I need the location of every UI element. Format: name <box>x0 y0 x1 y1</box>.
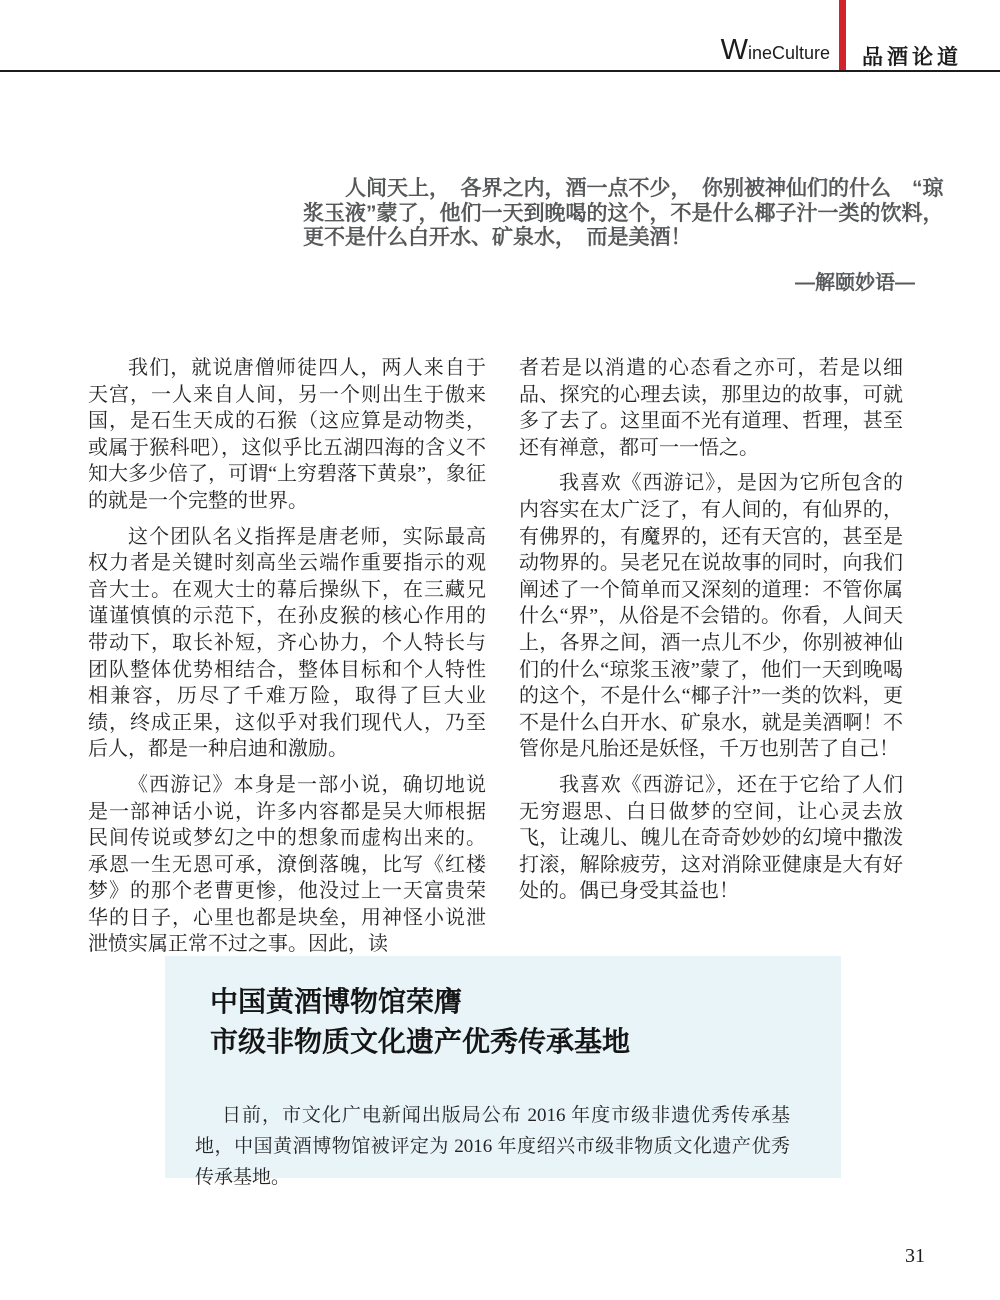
article-column-left <box>88 355 486 967</box>
news-highlight-box <box>165 956 841 1188</box>
brand-initial: W <box>720 34 748 66</box>
paragraph: 我们，就说唐僧师徒四人，两人来自于天宫，一人来自人间，另一个则出生于傲来国，是石生天成的石猴（这应算是动物类，或属于猴科吧），这似乎比五湖四海的含义不知大多少倍了，可谓“上穷碧落下黄泉”，象征的就是一个完整的世界。 <box>88 357 486 512</box>
news-box-title-line: 中国黄酒博物馆荣膺 <box>210 986 463 1017</box>
brand-rest: ineCulture <box>747 43 830 63</box>
paragraph: 《西游记》本身是一部小说，确切地说是一部神话小说，许多内容都是吴大师根据民间传说或梦幻之中的想象而虚构出来的。承恩一生无恩可承，潦倒落魄，比写《红楼梦》的那个老曹更惨，他没过上一天富贵荣华的日子，心里也都是块垒，用神怪小说泄泄愤实属正常不过之事。因此，读 <box>88 773 486 956</box>
brand-wordmark <box>721 34 830 67</box>
quote-line: 更不是什么白开水、矿泉水， 而是美酒！ <box>303 226 692 249</box>
pull-quote <box>303 177 944 251</box>
header-accent-bar <box>839 0 846 70</box>
news-box-title <box>210 982 841 1062</box>
paragraph: 这个团队名义指挥是唐老师，实际最高权力者是关键时刻高坐云端作重要指示的观音大士。在观大士的幕后操纵下，在三藏兄谨谨慎慎的示范下，在孙皮猴的核心作用的带动下，取长补短，齐心协力，个人特长与团队整体优势相结合，整体目标和个人特性相兼容，历尽了千难万险，取得了巨大业绩，终成正果，这似乎对我们现代人，乃至后人，都是一种启迪和激励。 <box>88 525 486 761</box>
quote-attribution: —解颐妙语— <box>795 272 915 294</box>
section-label: 品酒论道 <box>862 46 962 69</box>
paragraph: 者若是以消遣的心态看之亦可，若是以细品、探究的心理去读，那里边的故事，可就多了去了。这里面不光有道理、哲理，甚至还有禅意，都可一一悟之。 <box>519 357 903 459</box>
paragraph: 我喜欢《西游记》，还在于它给了人们无穷遐思、白日做梦的空间，让心灵去放飞，让魂儿、魄儿在奇奇妙妙的幻境中撒泼打滚，解除疲劳，这对消除亚健康是大有好处的。偶已身受其益也！ <box>519 773 903 903</box>
paragraph: 我喜欢《西游记》，是因为它所包含的内容实在太广泛了，有人间的，有仙界的，有佛界的，有魔界的，还有天宫的，甚至是动物界的。吴老兄在说故事的同时，向我们阐述了一个简单而又深刻的道理：不管你属什么“界”，从俗是不会错的。你看，人间天上，各界之间，酒一点儿不少，你别被神仙们的什么“琼浆玉液”蒙了，他们一天到晚喝的这个，不是什么“椰子汁”一类的饮料，更不是什么白开水、矿泉水，就是美酒啊！不管你是凡胎还是妖怪，千万也别苦了自己！ <box>519 472 903 761</box>
page-number: 31 <box>905 1245 925 1267</box>
news-box-title-line: 市级非物质文化遗产优秀传承基地 <box>210 1026 631 1057</box>
article-body <box>88 355 903 967</box>
quote-line: 人间天上， 各界之内，酒一点不少， 你别被神仙们的什么 “琼 <box>345 177 944 200</box>
header-divider-rule <box>0 70 1000 72</box>
article-column-right <box>519 355 903 967</box>
quote-line: 浆玉液”蒙了，他们一天到晚喝的这个，不是什么椰子汁一类的饮料， <box>303 201 944 225</box>
news-box-body: 日前，市文化广电新闻出版局公布 2016 年度市级非遗优秀传承基地，中国黄酒博物馆被评定为 2016 年度绍兴市级非物质文化遗产优秀传承基地。 <box>195 1105 790 1188</box>
